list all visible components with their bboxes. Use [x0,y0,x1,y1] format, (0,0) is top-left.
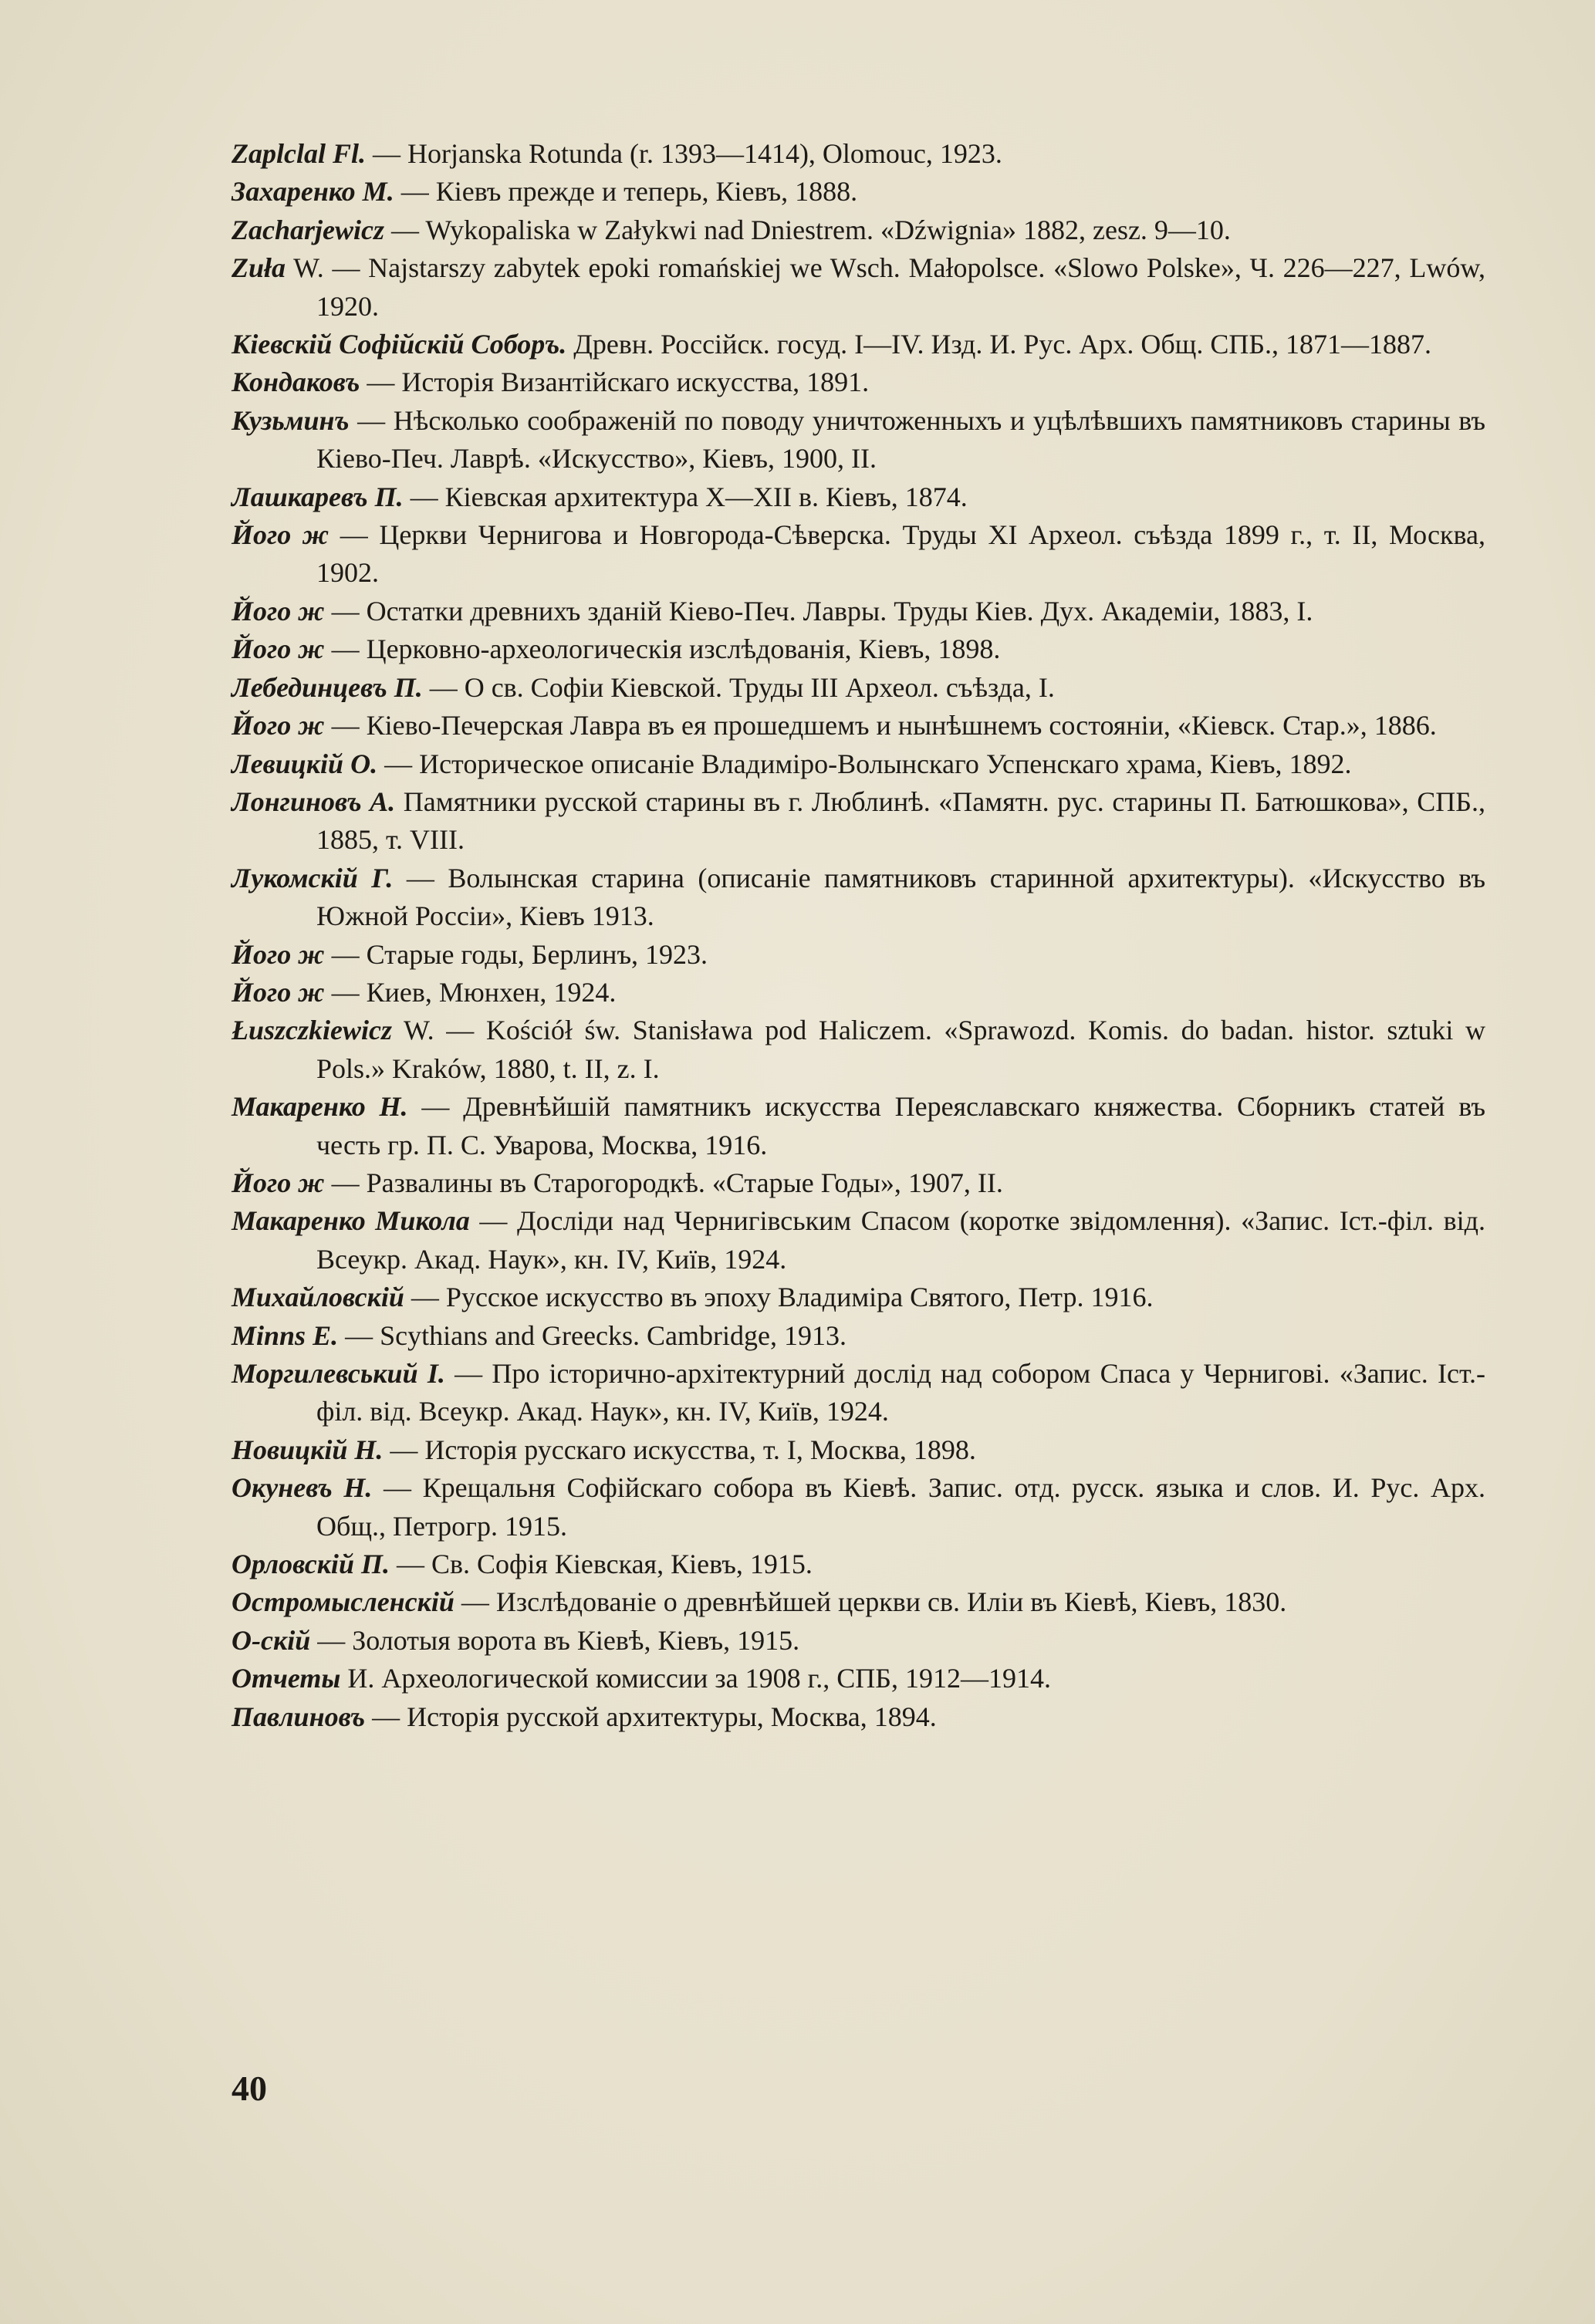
entry-text: — Церковно-археологическiя изслѣдованiя, Кiевъ, 1898. [324,633,1001,665]
entry-author: Zaplclal Fl. [231,138,366,169]
entry-author: Zuła [231,252,286,284]
entry-author: Łuszczkiewicz [231,1015,393,1046]
entry-text: — Досліди над Чернигівським Спасом (коротке звідомлення). «Запис. Іст.-філ. від. Всеукр. Акад. Наук», кн. IV, Київ, 1924. [316,1205,1485,1275]
entry-author: Його ж [231,976,325,1008]
bibliography-entry [231,936,1485,974]
bibliography-entry [231,1012,1485,1088]
bibliography-entry [231,326,1485,363]
entry-author: Лонгиновъ А. [231,785,396,817]
entry-text: — Исторiя Византiйскаго искусства, 1891. [360,367,870,398]
bibliography-entry [231,630,1485,668]
entry-text: — Старые годы, Берлинъ, 1923. [324,938,708,970]
bibliography-entry [231,1431,1485,1469]
entry-text: — Остатки древнихъ зданiй Кiево-Печ. Лавры. Труды Кiев. Дух. Академiи, 1883, I. [324,595,1313,627]
bibliography-entry [231,860,1485,936]
entry-text: — Св. Софiя Кiевская, Кiевъ, 1915. [389,1549,813,1580]
entry-author: Його ж [231,710,325,741]
entry-author: Павлиновъ [231,1701,366,1732]
entry-text: — Русское искусство въ эпоху Владимiра Святого, Петр. 1916. [404,1282,1154,1313]
entry-text: — Развалины въ Старогородкѣ. «Старые Годы», 1907, II. [324,1167,1003,1198]
entry-author: Minns E. [231,1319,339,1351]
entry-text: W. — Najstarszy zabytek epoki romańskiej we Wsch. Małopolsce. «Slowo Polske», Ч. 226—227, Lwów, 1920. [286,252,1485,322]
entry-text: — Волынская старина (описанiе памятниковъ старинной архитектуры). «Искусство въ Южной Россiи», Кiевъ 1913. [316,862,1486,932]
bibliography-entry [231,211,1485,249]
entry-text: — Древнѣйшiй памятникъ искусства Переяславскаго княжества. Сборникъ статей въ честь гр. П. С. Уварова, Москва, 1916. [316,1091,1485,1160]
entry-author: Його ж [231,633,325,665]
entry-text: — Киев, Мюнхен, 1924. [324,976,617,1008]
bibliography-entry [231,669,1485,707]
entry-author: Михайловскiй [231,1282,404,1313]
entry-author: Його ж [231,938,325,970]
bibliography-entry [231,1469,1485,1545]
bibliography-entry [231,1698,1485,1736]
bibliography-entry [231,974,1485,1012]
entry-text: — Крещальня Софiйскаго собора въ Кiевѣ. Запис. отд. русск. языка и слов. И. Рус. Арх. Общ., Петрогр. 1915. [316,1472,1485,1542]
entry-author: Окуневъ Н. [231,1472,373,1504]
entry-text: — Кiевская архитектура X—XII в. Кiевъ, 1874. [403,481,968,512]
entry-text: — Про історично-архітектурний дослід над собором Спаса у Чернигові. «Запис. Іст.-філ. від. Всеукр. Акад. Наук», кн. IV, Київ, 1924. [316,1358,1485,1427]
entry-author: Орловскiй П. [231,1549,390,1580]
bibliography-entry [231,1317,1485,1355]
entry-text: — Церкви Чернигова и Новгорода-Сѣверска. Труды XI Археол. съѣзда 1899 г., т. II, Москва, 1902. [316,519,1485,589]
entry-author: О-скiй [231,1624,311,1656]
bibliography-entry [231,1545,1485,1583]
bibliography-entry [231,745,1485,783]
page-number: 40 [231,2069,267,2108]
entry-text: И. Археологической комиссии за 1908 г., СПБ, 1912—1914. [340,1663,1051,1694]
entry-author: Макаренко Микола [231,1205,470,1237]
entry-author: Його ж [231,1167,325,1198]
entry-text: W. — Kościół św. Stanisława pod Haliczem. «Sprawozd. Komis. do badan. histor. sztuki w Pols.» Kraków, 1880, t. II, z. I. [316,1015,1485,1084]
entry-author: Остромысленскiй [231,1586,455,1618]
entry-author: Лашкаревъ П. [231,481,404,512]
entry-text: — Нѣсколько соображенiй по поводу уничтоженныхъ и уцѣлѣвшихъ памятниковъ старины въ Кiево-Печ. Лаврѣ. «Искусство», Кiевъ, 1900, II. [316,404,1485,475]
entry-text: — Horjanska Rotunda (r. 1393—1414), Olomouc, 1923. [366,138,1002,169]
entry-author: Лукомскiй Г. [231,862,394,893]
entry-text: — Wykopaliska w Załykwi nad Dniestrem. «Dźwignia» 1882, zesz. 9—10. [384,214,1231,245]
bibliography-entry [231,1355,1485,1431]
bibliography-list [231,135,1485,1736]
bibliography-entry [231,1088,1485,1164]
entry-author: Його ж [231,519,329,551]
bibliography-entry [231,783,1485,860]
entry-text: — О св. Софiи Кiевской. Труды III Археол. съѣзда, I. [422,671,1055,703]
entry-author: Його ж [231,595,325,627]
bibliography-entry [231,707,1485,745]
bibliography-entry [231,478,1485,516]
entry-text: — Изслѣдованiе о древнѣйшей церкви св. Илiи въ Кiевѣ, Кiевъ, 1830. [454,1586,1287,1618]
entry-text: — Scythians and Greecks. Cambridge, 1913. [338,1319,846,1351]
entry-author: Новицкiй Н. [231,1434,384,1465]
entry-text: Древн. Россiйск. госуд. I—IV. Изд. И. Рус. Арх. Общ. СПБ., 1871—1887. [566,329,1432,360]
bibliography-entry [231,1164,1485,1202]
entry-author: Отчеты [231,1663,341,1694]
entry-author: Макаренко Н. [231,1091,408,1123]
entry-author: Кондаковъ [231,367,360,398]
bibliography-entry [231,402,1485,478]
entry-author: Левицкiй О. [231,748,378,779]
bibliography-entry [231,1583,1485,1621]
bibliography-entry [231,173,1485,211]
bibliography-entry [231,1279,1485,1316]
entry-author: Zacharjewicz [231,214,384,245]
bibliography-entry [231,1202,1485,1279]
entry-text: — Золотыя ворота въ Кiевѣ, Кiевъ, 1915. [310,1624,800,1656]
bibliography-entry [231,363,1485,401]
bibliography-entry [231,593,1485,630]
entry-text: — Историческое описанiе Владимiро-Волынскаго Успенскаго храма, Кiевъ, 1892. [377,748,1352,779]
entry-text: — Исторiя русской архитектуры, Москва, 1894. [365,1701,937,1732]
entry-author: Кiевскiй Софiйскiй Соборъ. [231,329,567,360]
entry-text: Памятники русской старины въ г. Люблинѣ. «Памятн. рус. старины П. Батюшкова», СПБ., 1885, т. VIII. [316,785,1485,856]
entry-author: Захаренко М. [231,176,394,208]
entry-text: — Кiевъ прежде и теперь, Кiевъ, 1888. [394,176,858,208]
entry-author: Моргилевський І. [231,1358,445,1389]
entry-author: Кузьминъ [231,404,350,436]
entry-text: — Кiево-Печерская Лавра въ ея прошедшемъ и нынѣшнемъ состоянiи, «Кiевск. Стар.», 1886. [324,710,1437,741]
bibliography-entry [231,1660,1485,1697]
bibliography-entry [231,516,1485,593]
bibliography-entry [231,1622,1485,1660]
entry-text: — Исторiя русскаго искусства, т. I, Москва, 1898. [383,1434,976,1465]
bibliography-entry [231,249,1485,326]
bibliography-entry [231,135,1485,173]
entry-author: Лебединцевъ П. [231,671,423,703]
